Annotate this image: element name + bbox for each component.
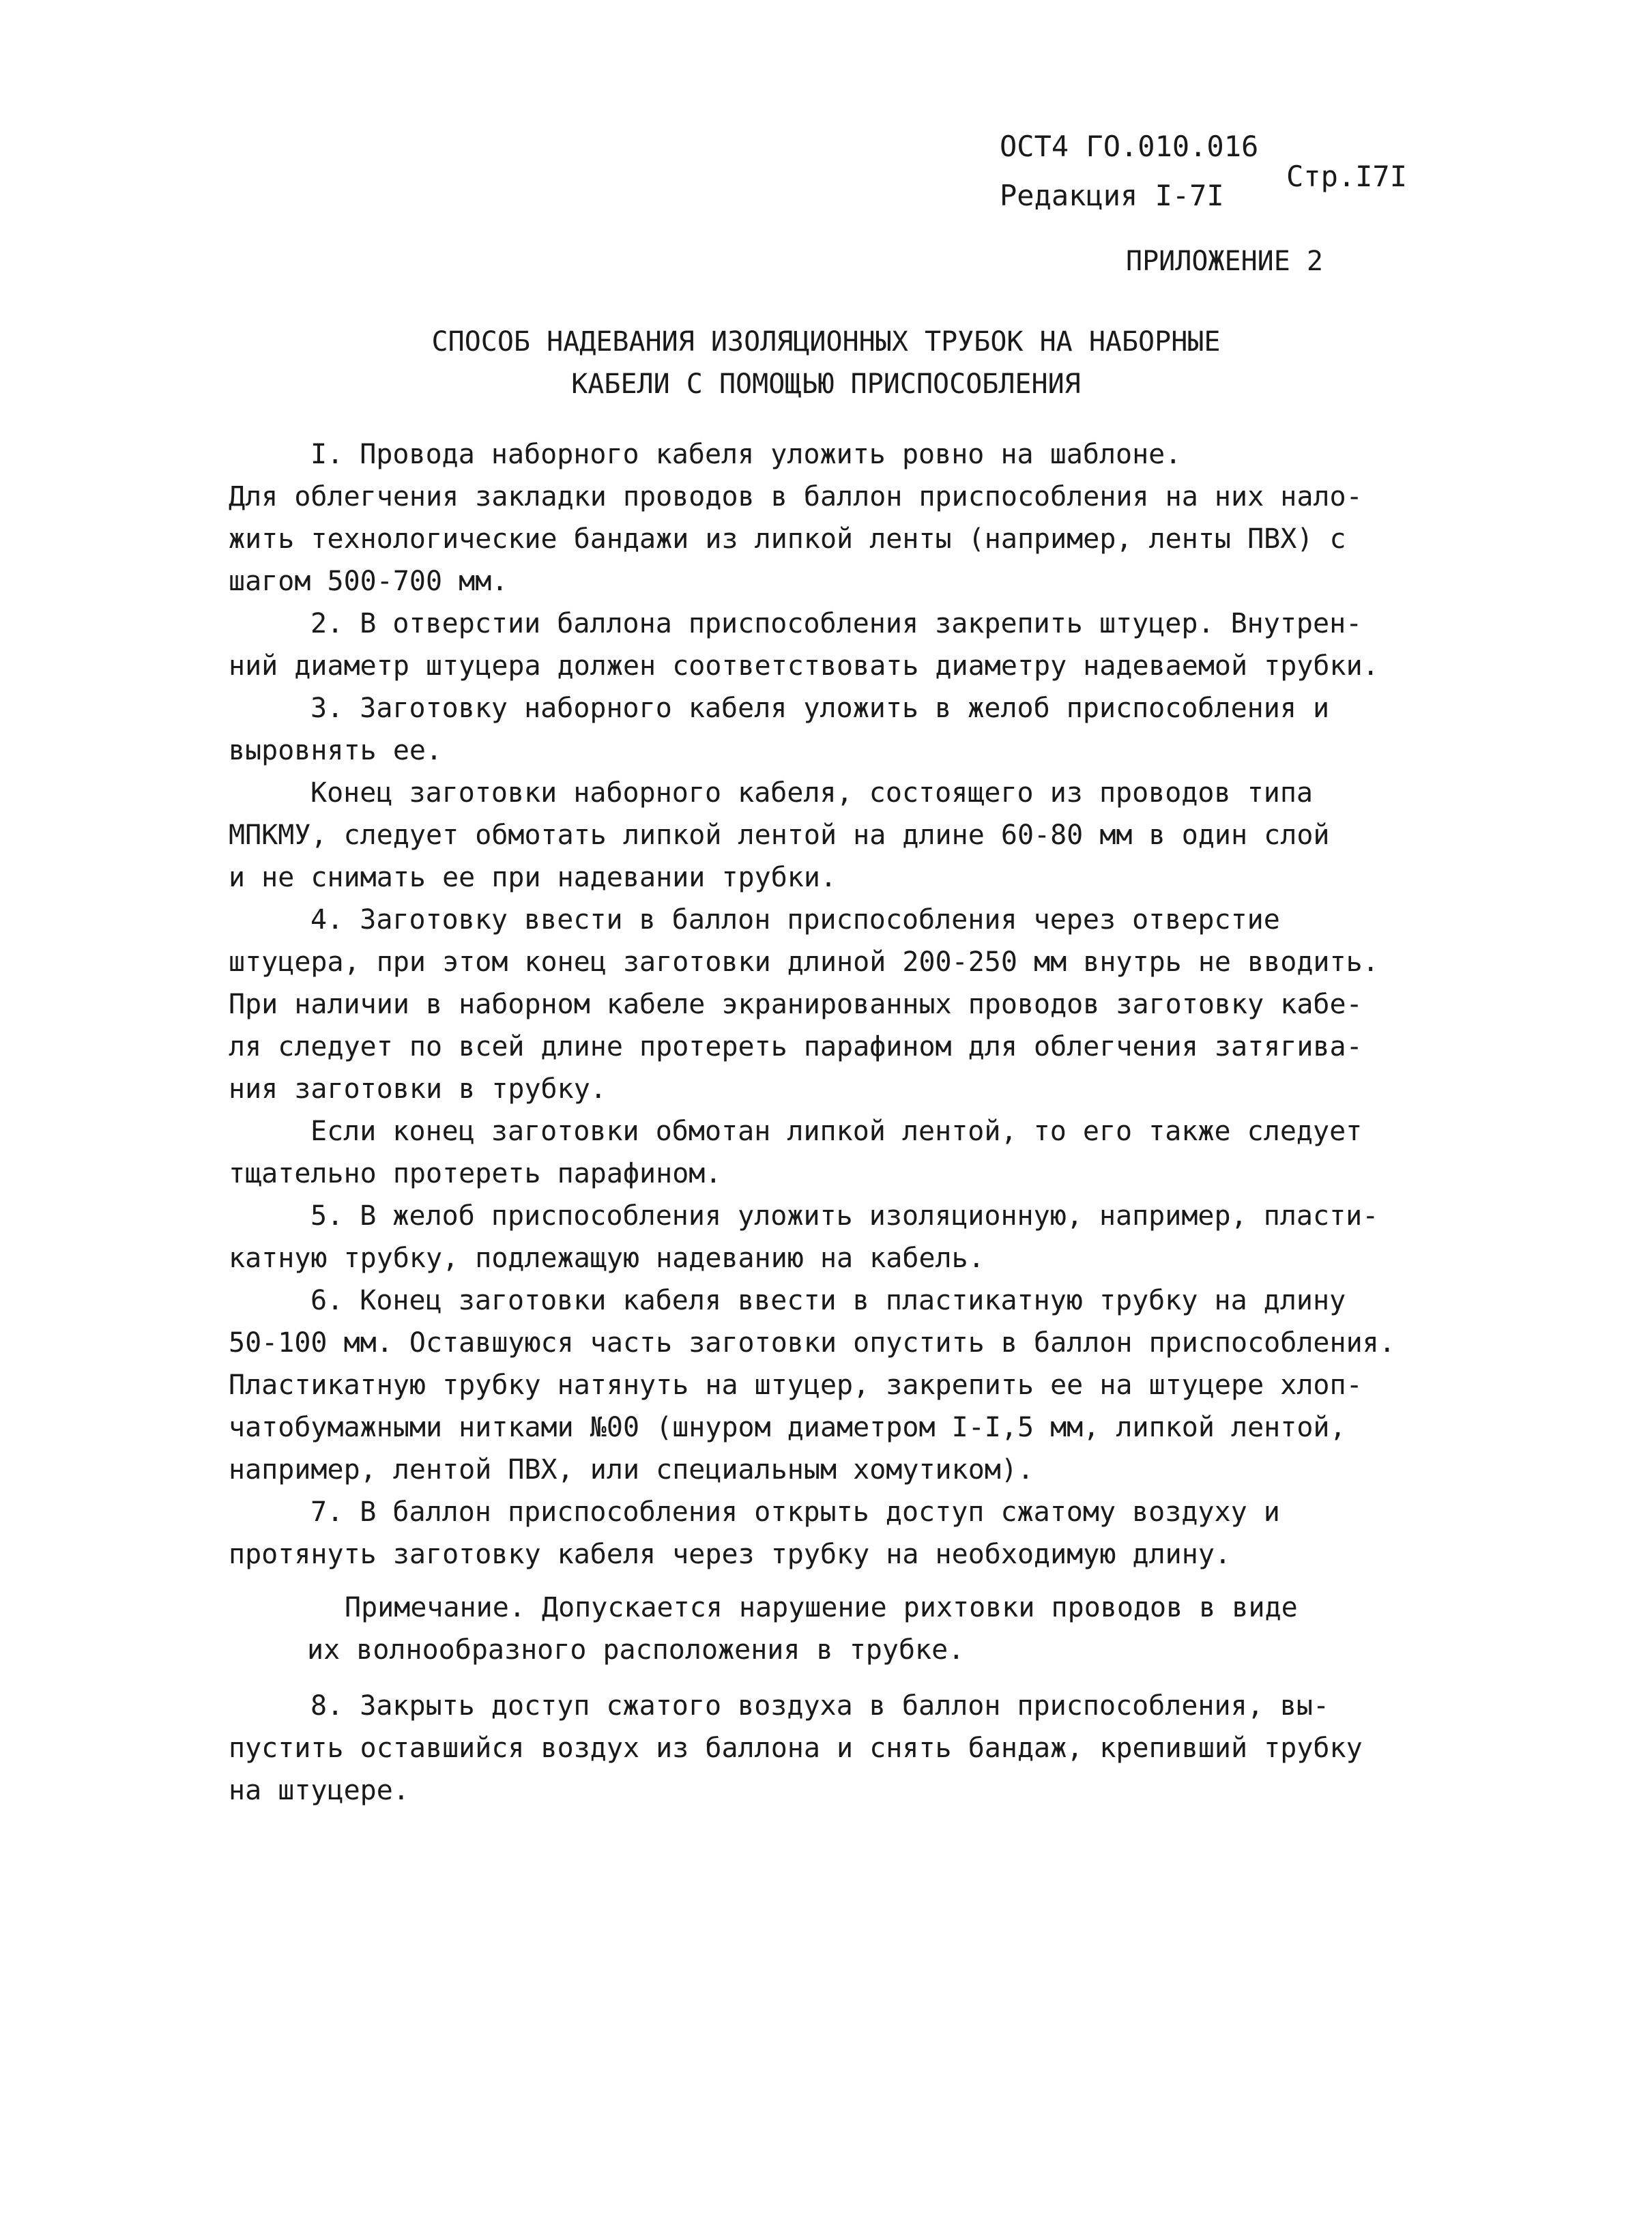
note-line: их волнообразного расположения в трубке. [307,1634,965,1666]
document-body [229,433,1443,1812]
text-line: МПКМУ, следует обмотать липкой лентой на длине 60-80 мм в один слой [229,820,1330,851]
text-line: ния заготовки в трубку. [229,1073,607,1105]
text-line: ний диаметр штуцера должен соответствовать диаметру надеваемой трубки. [229,650,1379,682]
text-line: выровнять ее. [229,735,443,766]
text-line: шагом 500-700 мм. [229,566,508,597]
text-line: 7. В баллон приспособления открыть доступ сжатому воздуху и [310,1496,1280,1528]
text-line: 50-100 мм. Оставшуюся часть заготовки опустить в баллон приспособления. [229,1327,1395,1359]
doc-code: ОСТ4 ГО.010.016 [1000,130,1259,163]
title-line-1: СПОСОБ НАДЕВАНИЯ ИЗОЛЯЦИОННЫХ ТРУБОК НА НАБОРНЫЕ [431,326,1221,358]
text-line: например, лентой ПВХ, или специальным хомутиком). [229,1454,1034,1486]
page-number: Стр.I7I [1286,160,1408,193]
title-line-2: КАБЕЛИ С ПОМОЩЬЮ ПРИСПОСОБЛЕНИЯ [571,368,1081,400]
text-line: 8. Закрыть доступ сжатого воздуха в баллон приспособления, вы- [310,1690,1330,1722]
document-title [0,321,1652,405]
text-line: Пластикатную трубку натянуть на штуцер, закрепить ее на штуцере хлоп- [229,1370,1363,1401]
text-line: 2. В отверстии баллона приспособления закрепить штуцер. Внутрен- [310,608,1363,639]
text-line: ля следует по всей длине протереть парафином для облегчения затягива- [229,1031,1363,1062]
text-line: и не снимать ее при надевании трубки. [229,862,837,893]
text-line: 5. В желоб приспособления уложить изоляционную, например, пласти- [310,1200,1379,1232]
note-line: Примечание. Допускается нарушение рихтовки проводов в виде [345,1592,1298,1623]
text-line: Если конец заготовки обмотан липкой лентой, то его также следует [310,1116,1363,1147]
text-line: чатобумажными нитками №00 (шнуром диаметром I-I,5 мм, липкой лентой, [229,1412,1346,1443]
text-line: 6. Конец заготовки кабеля ввести в пластикатную трубку на длину [310,1285,1346,1316]
edition-label: Редакция I-7I [1000,179,1224,212]
text-line: Для облегчения закладки проводов в баллон приспособления на них нало- [229,481,1363,512]
text-line: тщательно протереть парафином. [229,1158,722,1189]
text-line: штуцера, при этом конец заготовки длиной 200-250 мм внутрь не вводить. [229,946,1379,978]
text-line: I. Провода наборного кабеля уложить ровно на шаблоне. [310,439,1182,470]
text-line: Конец заготовки наборного кабеля, состоящего из проводов типа [310,777,1314,809]
text-line: жить технологические бандажи из липкой ленты (например, ленты ПВХ) с [229,523,1346,555]
text-line: протянуть заготовку кабеля через трубку на необходимую длину. [229,1539,1232,1570]
text-line: на штуцере. [229,1775,409,1806]
text-line: При наличии в наборном кабеле экранированных проводов заготовку кабе- [229,989,1363,1020]
text-line: 3. Заготовку наборного кабеля уложить в желоб приспособления и [310,693,1330,724]
text-line: катную трубку, подлежащую надеванию на кабель. [229,1243,985,1274]
appendix-label: ПРИЛОЖЕНИЕ 2 [1126,246,1323,277]
text-line: 4. Заготовку ввести в баллон приспособления через отверстие [310,904,1280,936]
text-line: пустить оставшийся воздух из баллона и снять бандаж, крепивший трубку [229,1733,1363,1764]
